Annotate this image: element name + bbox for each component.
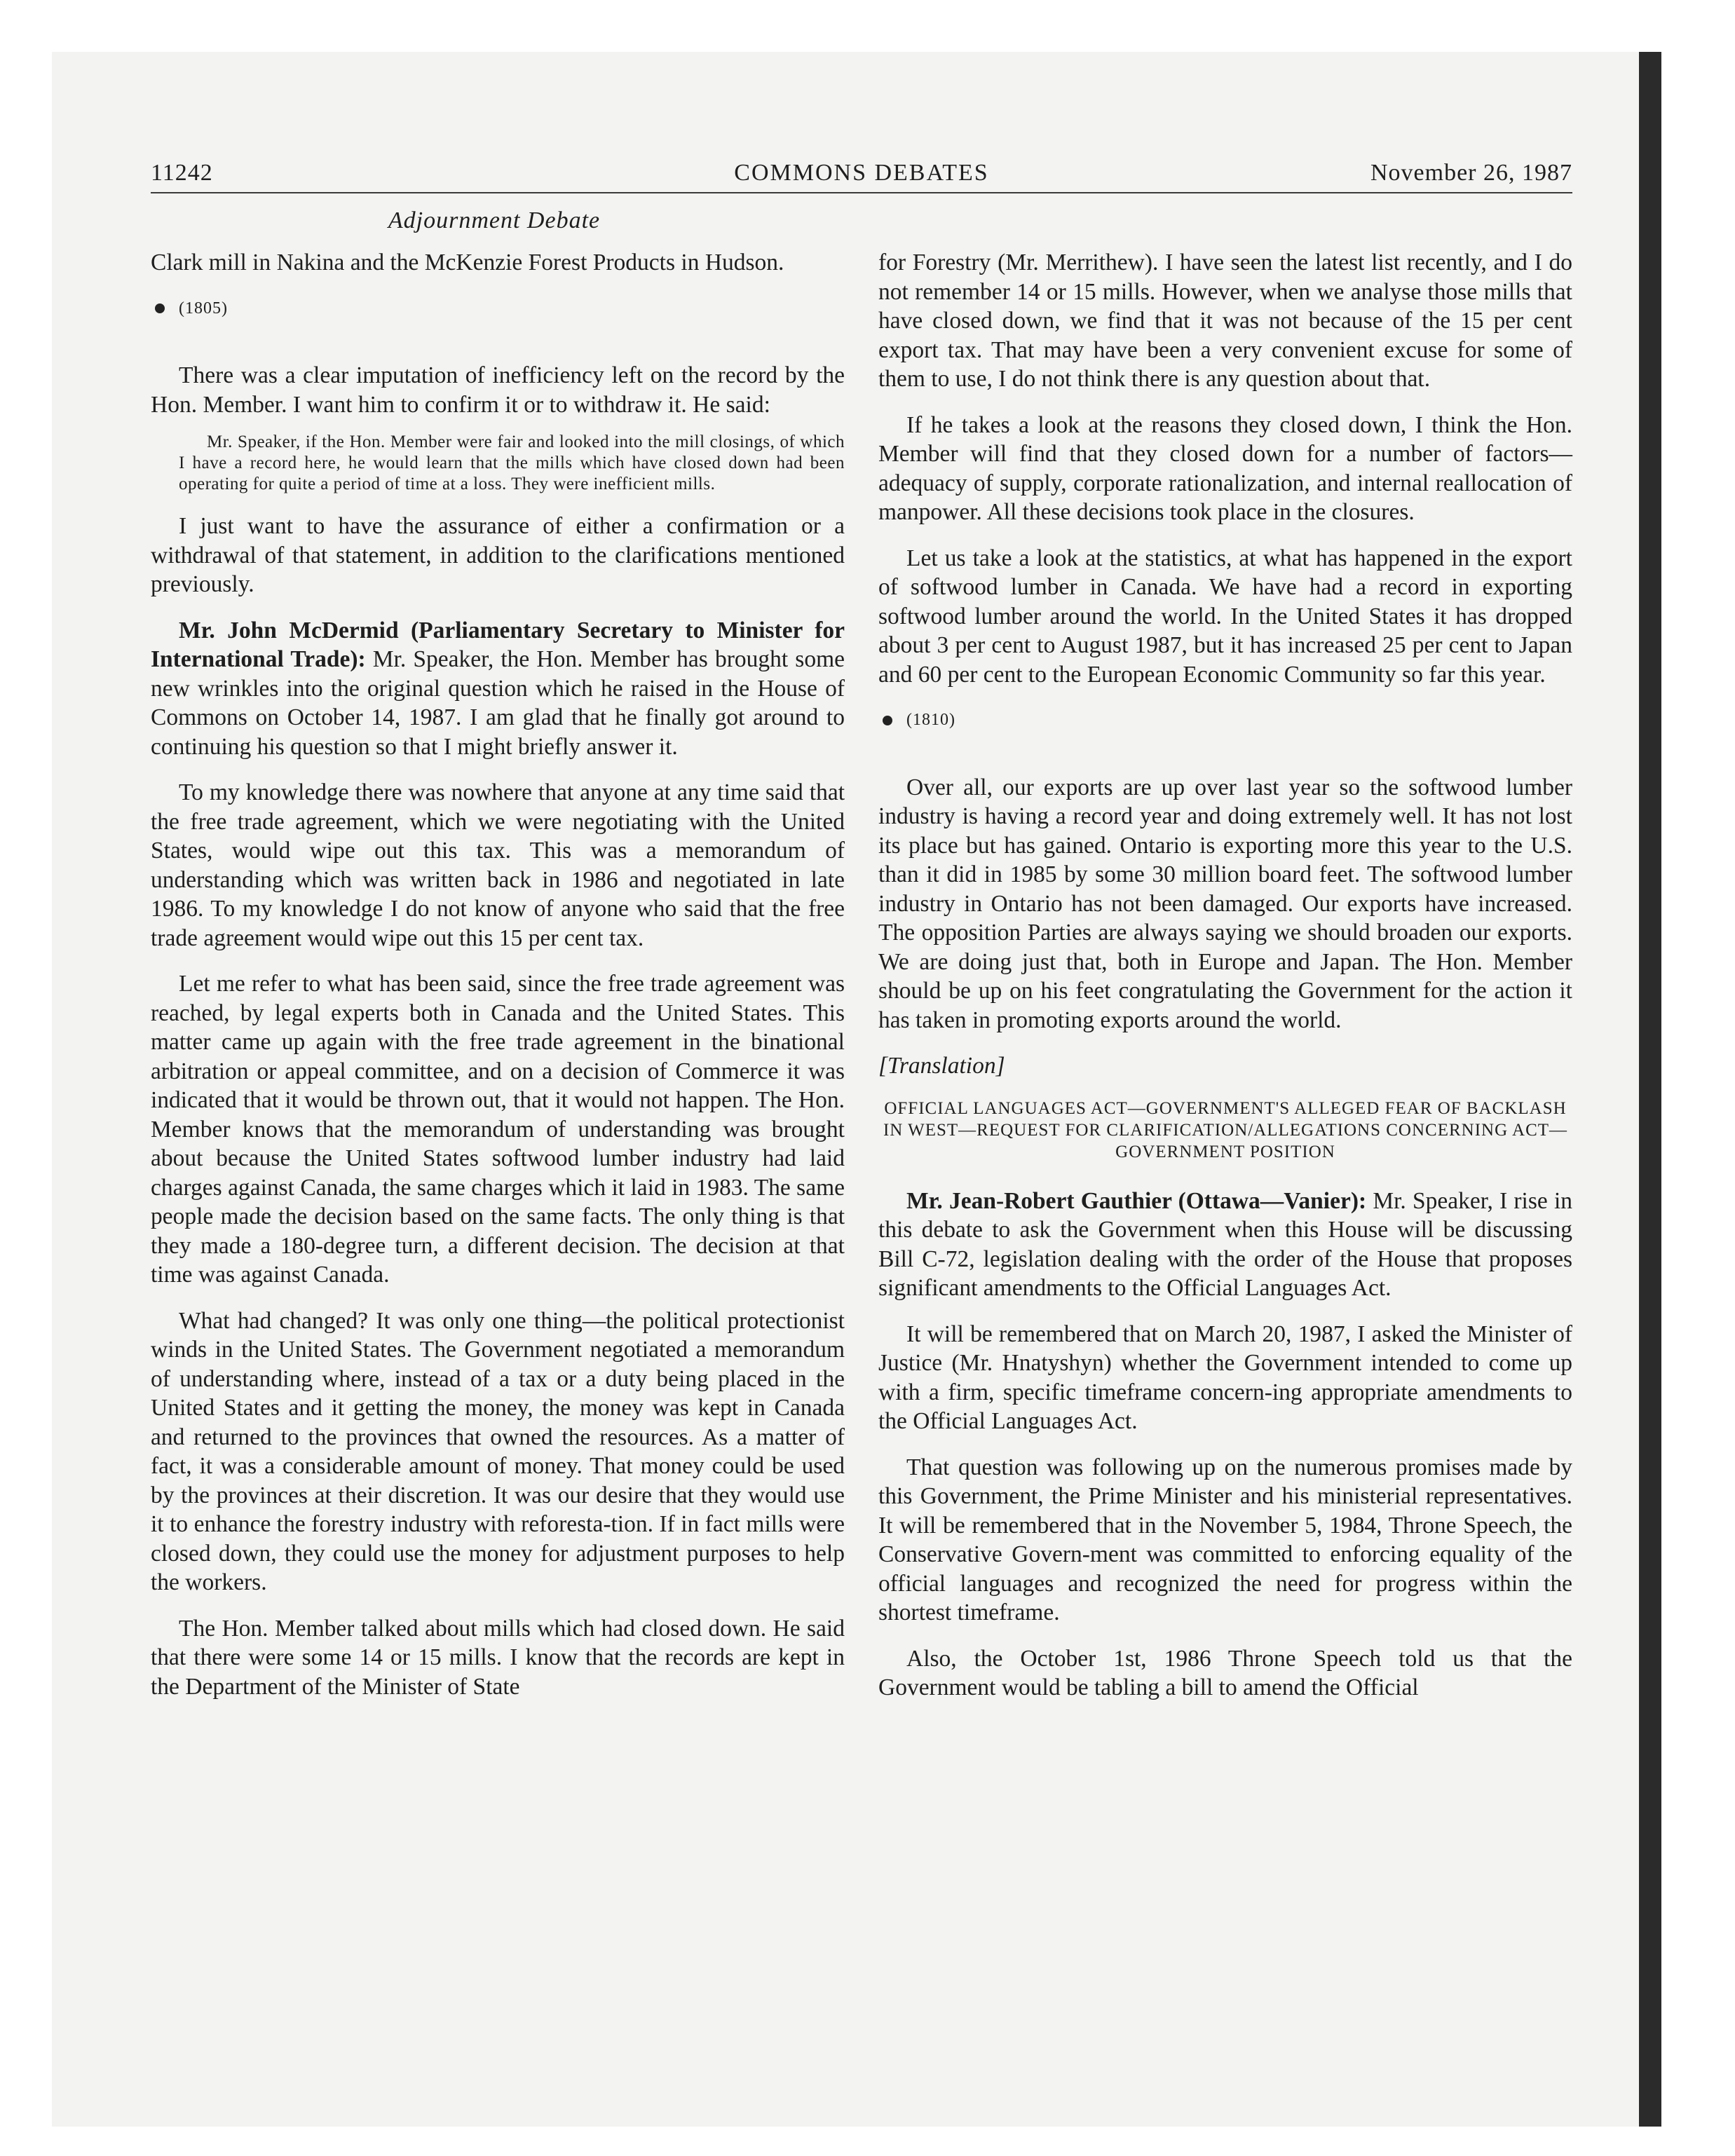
scan-edge-bar: [1639, 52, 1661, 2127]
paragraph: If he takes a look at the reasons they closed down, I think the Hon. Member will find that they closed down for a number of factors—adequacy of supply, corporate rationalization, and internal reallocation of manpower. All these decisions took place in the closures.: [878, 411, 1572, 525]
paragraph: What had changed? It was only one thing—the political protectionist winds in the United States. The Government negotiated a memorandum of understanding where, instead of a tax or a duty being placed in the United States and it getting the money, the money was kept in Canada and returned to the provinces that owned the resources. As a matter of fact, it was a considerable amount of money. That money could be used by the provinces at their discretion. It was our desire that they would use it to enhance the forestry industry with reforesta-tion. If in fact mills were closed down, they could use the money for adjustment purposes to help the workers.: [151, 1307, 845, 1595]
publication-date: November 26, 1987: [1370, 160, 1572, 186]
translation-label: [Translation]: [878, 1053, 1005, 1079]
speaker-name: Mr. John McDermid (Parliamentary Secretary to Minister for International Trade):: [151, 617, 845, 672]
bullet-icon: [155, 303, 165, 313]
timestamp-marker: [883, 706, 1572, 735]
bullet-icon: [883, 716, 892, 725]
paragraph: It will be remembered that on March 20, 1987, I asked the Minister of Justice (Mr. Hnatyshyn) whether the Government intended to come up with a firm, specific timeframe concern-ing appropriate amendments to the Official Languages Act.: [878, 1321, 1572, 1434]
block-quote: Mr. Speaker, if the Hon. Member were fair and looked into the mill closings, of which I have a record here, he would learn that the mills which have closed down had been operating for quite a period of time at a loss. They were inefficient mills.: [179, 432, 845, 493]
paragraph: To my knowledge there was nowhere that anyone at any time said that the free trade agreement, which we were negotiating with the United States, would wipe out this tax. This was a memorandum of understanding which was written back in 1986 and negotiated in late 1986. To my knowledge I do not know of anyone who said that the free trade agreement would wipe out this 15 per cent tax.: [151, 779, 845, 951]
right-column: [878, 248, 1572, 1719]
paragraph: Let us take a look at the statistics, at what has happened in the export of softwood lumber in Canada. We have had a record in exporting softwood lumber around the world. In the United States it has dropped about 3 per cent to August 1987, but it has increased 25 per cent to Japan and 60 per cent to the European Economic Community so far this year.: [878, 545, 1572, 688]
paragraph: Over all, our exports are up over last year so the softwood lumber industry is having a record year and doing extremely well. It has not lost its place but has gained. Ontario is exporting more this year to the U.S. than it did in 1985 by some 30 million board feet. The softwood lumber industry in Ontario has not been damaged. Our exports have increased. The opposition Parties are always saying we should broaden our exports. We are doing just that, both in Europe and Japan. The Hon. Member should be up on his feet congratulating the Government for the action it has taken in promoting exports around the world.: [878, 774, 1572, 1033]
speech-text: Mr. Speaker, the Hon. Member has brought some new wrinkles into the original question which he raised in the House of Commons on October 14, 1987. I am glad that he finally got around to continuing his question so that I might briefly answer it.: [151, 646, 845, 760]
paragraph: The Hon. Member talked about mills which had closed down. He said that there were some 14 or 15 mills. I know that the records are kept in the Department of the Minister of State: [151, 1615, 845, 1700]
speech-text: Mr. Speaker, I rise in this debate to ask the Government when this House will be discussing Bill C-72, legislation dealing with the order of the House that proposes significant amendments to the Official Languages Act.: [878, 1187, 1572, 1301]
timestamp: (1810): [906, 711, 955, 729]
paragraph: Clark mill in Nakina and the McKenzie Forest Products in Hudson.: [151, 250, 784, 275]
paragraph: There was a clear imputation of inefficiency left on the record by the Hon. Member. I want him to confirm it or to withdraw it. He said:: [151, 362, 845, 418]
paragraph: That question was following up on the numerous promises made by this Government, the Prime Minister and his ministerial representatives. It will be remembered that in the November 5, 1984, Throne Speech, the Conservative Govern-ment was committed to enforcing equality of the official languages and recognized the need for progress within the shortest timeframe.: [878, 1454, 1572, 1625]
timestamp: (1805): [179, 299, 228, 318]
page-header: [151, 160, 1572, 193]
paragraph: Also, the October 1st, 1986 Throne Speech told us that the Government would be tabling a bill to amend the Official: [878, 1645, 1572, 1700]
section-title: Adjournment Debate: [388, 207, 601, 233]
paragraph: I just want to have the assurance of either a confirmation or a withdrawal of that statement, in addition to the clarifications mentioned previously.: [151, 513, 845, 597]
paragraph: Let me refer to what has been said, since the free trade agreement was reached, by legal experts both in Canada and the United States. This matter came up again with the free trade agreement in the binational arbitration or appeal committee, and on a decision of Commerce it was indicated that it would be thrown out, that it would not happen. The Hon. Member knows that the memorandum of understanding was brought about because the United States softwood lumber industry had laid charges against Canada, the same charges which it laid in 1983. The same people made the decision based on the same facts. The only thing is that they made a 180-degree turn, a different decision. The decision at that time was against Canada.: [151, 971, 845, 1288]
page-number: 11242: [151, 160, 213, 186]
left-column: [151, 248, 845, 1718]
publication-title: COMMONS DEBATES: [734, 160, 989, 186]
paragraph: [878, 1187, 1572, 1303]
timestamp-marker: [155, 294, 845, 324]
speaker-name: Mr. Jean-Robert Gauthier (Ottawa—Vanier):: [906, 1187, 1367, 1214]
paragraph: for Forestry (Mr. Merrithew). I have seen the latest list recently, and I do not remember 14 or 15 mills. However, when we analyse those mills that have closed down, we find that it was not because of the 15 per cent export tax. That may have been a very convenient excuse for some of them to use, I do not think there is any question about that.: [878, 250, 1572, 392]
subject-heading: OFFICIAL LANGUAGES ACT—GOVERNMENT'S ALLEGED FEAR OF BACKLASH IN WEST—REQUEST FOR CLARIFICATION/ALLEGATIONS CONCERNING ACT—GOVERNMENT POSITION: [883, 1098, 1568, 1161]
paragraph: [151, 616, 845, 762]
